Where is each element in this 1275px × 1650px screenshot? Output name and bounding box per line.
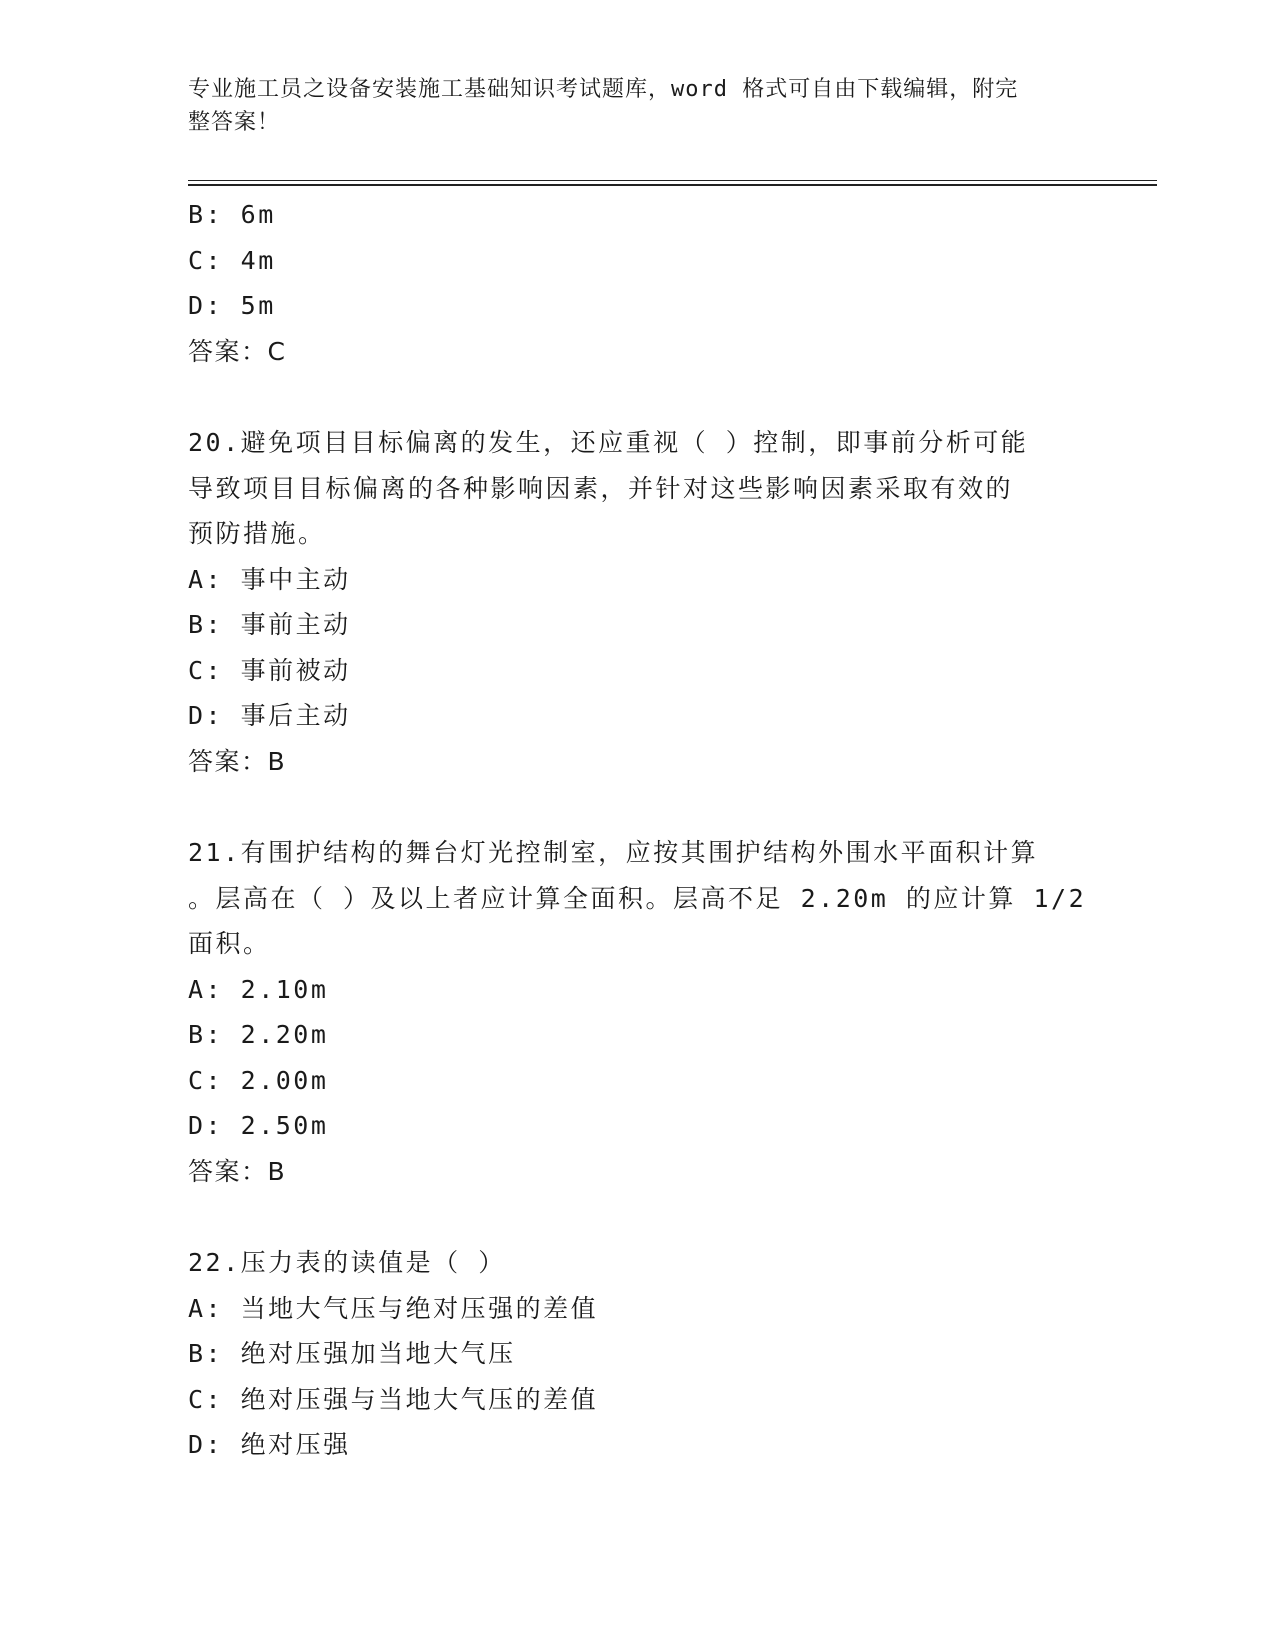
- option-b: B: 2.20m: [188, 1020, 329, 1049]
- option-d: D: 绝对压强: [188, 1430, 351, 1459]
- option-b: B: 6m: [188, 200, 276, 229]
- answer: 答案：B: [188, 1156, 287, 1186]
- question-text-line: 。层高在（ ）及以上者应计算全面积。层高不足 2.20m 的应计算 1/2: [188, 883, 1087, 913]
- question-21: [188, 830, 1088, 1194]
- header-rule-thick: [188, 184, 1157, 186]
- question-text-line: 导致项目目标偏离的各种影响因素，并针对这些影响因素采取有效的: [188, 473, 1014, 503]
- option-c: C: 2.00m: [188, 1065, 329, 1095]
- question-content: [188, 192, 1088, 1468]
- question-22: [188, 1240, 1088, 1468]
- option-c: C: 绝对压强与当地大气压的差值: [188, 1384, 599, 1414]
- header-rule: [188, 180, 1157, 181]
- page-header: [188, 73, 1088, 139]
- option-a: A: 事中主动: [188, 564, 351, 594]
- option-c: C: 事前被动: [188, 655, 351, 685]
- question-20: [188, 420, 1088, 784]
- question-text-line: 面积。: [188, 929, 271, 958]
- question-19: [188, 192, 1088, 374]
- option-d: D: 2.50m: [188, 1111, 329, 1140]
- spacer: [188, 374, 1088, 420]
- question-text-line: 21.有围护结构的舞台灯光控制室，应按其围护结构外围水平面积计算: [188, 838, 1039, 867]
- question-text-line: 预防措施。: [188, 519, 326, 548]
- answer: 答案：B: [188, 746, 287, 776]
- option-a: A: 2.10m: [188, 974, 329, 1004]
- spacer: [188, 784, 1088, 830]
- option-b: B: 事前主动: [188, 610, 351, 639]
- question-text-line: 20.避免项目目标偏离的发生，还应重视（ ）控制，即事前分析可能: [188, 428, 1029, 457]
- header-line-2: 整答案！: [188, 110, 281, 135]
- option-b: B: 绝对压强加当地大气压: [188, 1339, 516, 1368]
- option-d: D: 事后主动: [188, 701, 351, 730]
- header-line-1: 专业施工员之设备安装施工基础知识考试题库，word 格式可自由下载编辑，附完: [188, 77, 1019, 102]
- answer: 答案：C: [188, 336, 287, 366]
- option-d: D: 5m: [188, 291, 276, 320]
- spacer: [188, 1194, 1088, 1240]
- question-text-line: 22.压力表的读值是（ ）: [188, 1248, 506, 1277]
- option-a: A: 当地大气压与绝对压强的差值: [188, 1293, 599, 1323]
- option-c: C: 4m: [188, 245, 276, 275]
